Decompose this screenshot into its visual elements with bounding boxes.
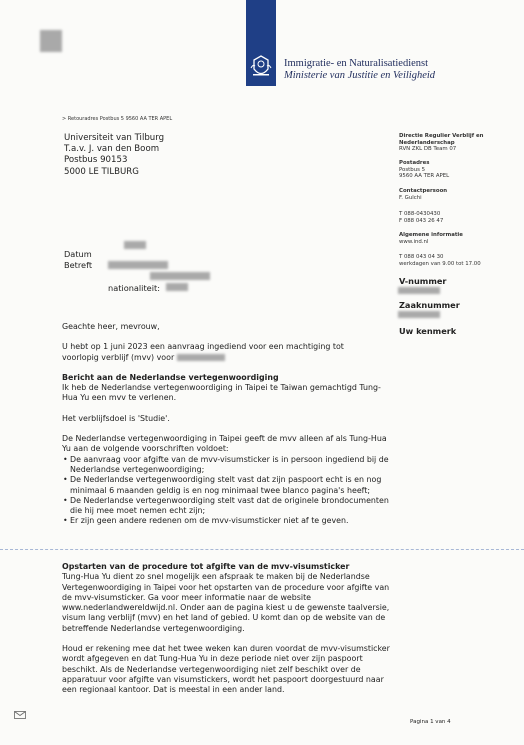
list-item: • De Nederlandse vertegenwoordiging stelt vast dat zijn paspoort echt is en nog minimaal 6 maanden geldig is en nog minimaal twee blanco pagina's heeft; [62,475,394,496]
phone-fax: T 088-0430430 F 088 043 26 47 [399,211,444,224]
list-item: • De Nederlandse vertegenwoordiging stelt vast dat de originele brondocumenten die hij mee moet nemen echt zijn; [62,496,394,517]
redaction-mark [177,354,225,361]
redaction-mark [108,261,168,269]
letter-body-continued [62,562,394,696]
organization-name [284,58,435,82]
redaction-mark [150,272,210,280]
recipient-line: Postbus 90153 [64,155,128,166]
intro-line: U hebt op 1 juni 2023 een aanvraag ingediend voor een machtiging tot [62,342,344,352]
datum-label: Datum [64,249,92,259]
contactpersoon: Contactpersoon F. Gulchi [399,188,448,201]
redaction-mark [398,311,440,318]
office-hours: T 088 043 04 30 werkdagen van 9.00 tot 17.00 [399,254,481,267]
website-link: www.ind.nl [399,238,429,245]
list-item: • Er zijn geen andere redenen om de mvv-visumsticker niet af te geven. [62,516,394,526]
nationaliteit-label: nationaliteit: [108,283,160,293]
postadres: Postadres Postbus 5 9560 AA TER APEL [399,160,450,180]
page-number: Pagina 1 van 4 [410,719,451,725]
return-address: > Retouradres Postbus 5 9560 AA TER APEL [62,116,173,122]
betreft-label: Betreft [64,260,93,270]
directie: Directie Regulier Verblijf en Nederlanderschap RVN ZKL DB Team 07 [399,133,484,153]
coat-of-arms-logo [249,54,273,80]
paragraph: Tung-Hua Yu dient zo snel mogelijk een afspraak te maken bij de Nederlandse Vertegenwoordiging in Taipei voor het opstarten van de procedure voor afgifte van de mvv-visumsticker. Ga voor meer informatie naar de website www.nederlandwereldwijd.nl. Onder aan de pagina kiest u de gewenste taalversie, visum lang verblijf (mvv) en het land of gebied. U komt dan op de website van de betreffende Nederlandse vertegenwoordiging. [62,572,390,633]
envelope-icon [14,711,26,719]
letter-body [62,322,394,527]
redaction-mark [124,241,146,249]
intro-line: voorlopig verblijf (mvv) voor [62,353,394,363]
ministry-name: Ministerie van Justitie en Veiligheid [284,70,436,81]
salutation: Geachte heer, mevrouw, [62,322,160,331]
team: RVN ZKL DB Team 07 [399,146,457,153]
recipient-line: T.a.v. J. van den Boom [64,144,160,155]
algemene-informatie: Algemene informatie www.ind.nl [399,232,463,245]
redaction-mark [40,30,62,52]
uw-kenmerk-label: Uw kenmerk [399,326,457,336]
section-heading: Bericht aan de Nederlandse vertegenwoordiging [62,372,279,382]
paragraph: Houd er rekening mee dat het twee weken kan duren voordat de mvv-visumsticker wordt afgegeven en dat Tung-Hua Yu in deze periode niet over zijn paspoort beschikt. Als de Nederlandse vertegenwoordiging niet zelf beschikt over de apparatuur voor afgifte van visumstickers, wordt het paspoort doorgestuurd naar een regionaal kantoor. Dat is meestal in een ander land. [62,644,390,695]
recipient-address [64,133,164,178]
recipient-line: Universiteit van Tilburg [64,133,165,143]
section-heading: Opstarten van de procedure tot afgifte van de mvv-visumsticker [62,562,350,571]
redaction-mark [398,287,440,294]
v-nummer-label: V-nummer [399,276,447,286]
org-title: Immigratie- en Naturalisatiedienst [284,58,429,69]
paragraph: De Nederlandse vertegenwoordiging in Taipei geeft de mvv alleen af als Tung-Hua Yu aan de volgende voorschriften voldoet: [62,434,387,454]
zaaknummer-label: Zaaknummer [399,300,460,310]
requirements-list [62,455,394,527]
recipient-line: 5000 LE TILBURG [64,166,139,177]
paragraph: Ik heb de Nederlandse vertegenwoordiging in Taipei te Taiwan gemachtigd Tung-Hua Yu een mvv te verlenen. [62,383,381,403]
list-item: • De aanvraag voor afgifte van de mvv-visumsticker is in persoon ingediend bij de Nederlandse vertegenwoordiging; [62,455,394,476]
redaction-mark [166,283,188,291]
fold-line [0,549,524,550]
paragraph: Het verblijfsdoel is 'Studie'. [62,413,170,423]
